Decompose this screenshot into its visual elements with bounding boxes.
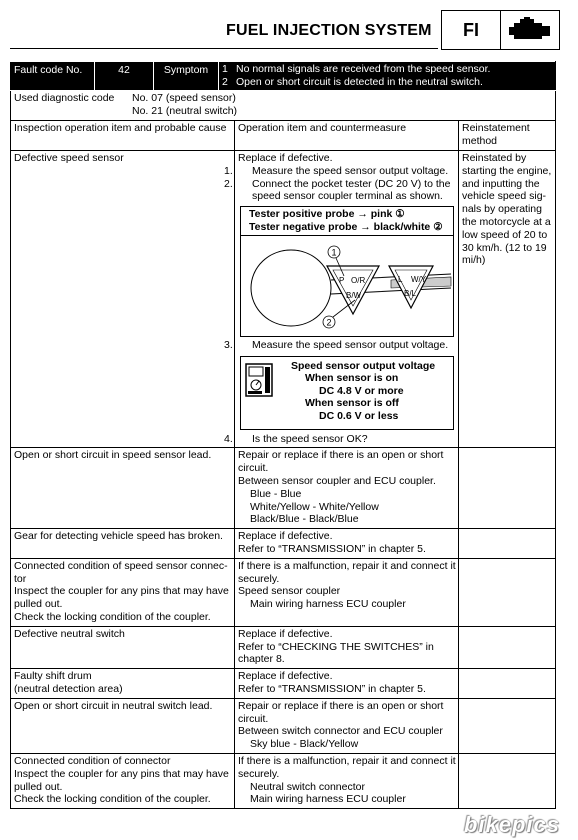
reinstate-cell [459, 669, 556, 699]
text-line: Between sensor coupler and ECU coupler. [238, 474, 436, 487]
cause-cell: Gear for detecting vehicle speed has broken. [11, 529, 235, 559]
countermeasure-cell [235, 558, 459, 626]
table-row [11, 698, 556, 753]
reinstate-cell [459, 698, 556, 753]
coupler-diagram [241, 235, 453, 336]
text-line: If there is a malfunction, repair it and connect it securely. [238, 754, 456, 780]
wire-pair: Blue - Blue [250, 487, 302, 500]
off-value: DC 0.6 V or less [319, 409, 399, 422]
text-line: Refer to “TRANSMISSION” in chapter 5. [238, 542, 426, 555]
text-line: Refer to “TRANSMISSION” in chapter 5. [238, 682, 426, 695]
countermeasure-cell [235, 669, 459, 699]
multimeter-icon [245, 363, 273, 401]
text-line: If there is a malfunction, repair it and connect it securely. [238, 559, 456, 585]
diag-code: No. 21 (neutral switch) [132, 104, 238, 117]
text-line: Speed sensor coupler [238, 585, 341, 598]
output-title: Speed sensor output voltage [291, 359, 436, 372]
on-label: When sensor is on [305, 372, 399, 385]
symptom-num: 2 [222, 75, 228, 88]
text-line: Repair or replace if there is an open or short circuit. [238, 449, 444, 475]
reinstate-cell: Reinstated by starting the engine, and inputting the vehicle speed sig-nals by operating the motorcycle at a low speed of 20 to 30 km/h. (12 to 19 mi/h) [459, 151, 556, 448]
step-text: Measure the speed sensor output voltage. [252, 164, 449, 177]
page-title: FUEL INJECTION SYSTEM [226, 22, 432, 39]
countermeasure-cell [224, 151, 459, 448]
output-voltage-box [240, 356, 454, 430]
countermeasure-cell [235, 698, 459, 753]
table-row [11, 151, 556, 448]
reinstate-cell [459, 529, 556, 559]
pin-label: O/R [351, 275, 366, 285]
pin-label: W/Y [411, 274, 427, 284]
step-num: 3. [224, 338, 233, 351]
text-line: Check the locking condition of the coupler. [14, 610, 211, 623]
cause-cell: Defective neutral switch [11, 626, 235, 668]
header-rule [10, 48, 438, 49]
countermeasure-cell [235, 529, 459, 559]
cause-cell: Open or short circuit in speed sensor lead. [11, 448, 235, 529]
table-row [11, 626, 556, 668]
col-header-cause: Inspection operation item and probable cause [11, 121, 235, 151]
text-line: Check the locking condition of the coupler. [14, 793, 211, 806]
pin-label: L [398, 274, 403, 284]
cause-cell: Open or short circuit in neutral switch lead. [11, 698, 235, 753]
text-line: Connected condition of speed sensor connec-tor [14, 559, 228, 585]
text-line: Sky blue - Black/Yellow [250, 738, 359, 751]
text-line: Main wiring harness ECU coupler [250, 598, 406, 611]
text-line: Neutral switch connector [250, 780, 365, 793]
text-line: Main wiring harness ECU coupler [250, 793, 406, 806]
text-line: Inspect the coupler for any pins that may have pulled out. [14, 585, 229, 611]
diag-code: No. 07 (speed sensor) [132, 92, 236, 104]
probe-box [240, 206, 454, 337]
table-row [11, 753, 556, 808]
table-row [11, 558, 556, 626]
text-line: Refer to “CHECKING THE SWITCHES” in chapter 8. [238, 640, 434, 666]
pin-label: B/L [404, 288, 417, 298]
col-header-reinstate: Reinstatement method [459, 121, 556, 151]
symptom-list [219, 62, 555, 90]
fault-code-label: Fault code No. [11, 62, 95, 90]
probe-positive: Tester positive probe → pink ① [249, 208, 405, 221]
reinstate-cell [459, 626, 556, 668]
diag-label: Used diagnostic code [14, 92, 115, 104]
col-header-countermeasure: Operation item and countermeasure [235, 121, 459, 151]
text-line: Inspect the coupler for any pins that may have pulled out. [14, 767, 229, 793]
table-row [11, 669, 556, 699]
symptom-text: Open or short circuit is detected in the neutral switch. [236, 75, 483, 88]
callout-2: 2 [326, 317, 332, 328]
cause-cell [11, 753, 235, 808]
text-line: Connected condition of connector [14, 754, 171, 767]
step-text: Connect the pocket tester (DC 20 V) to the speed sensor coupler terminal as shown. [252, 177, 451, 203]
table-row [11, 529, 556, 559]
wire-pair: White/Yellow - White/Yellow [250, 500, 379, 513]
text-line: Between switch connector and ECU coupler [238, 725, 443, 738]
off-label: When sensor is off [305, 397, 399, 410]
cause-cell [11, 669, 235, 699]
symptom-text: No normal signals are received from the speed sensor. [236, 63, 491, 75]
reinstate-cell [459, 558, 556, 626]
text-line: Replace if defective. [238, 670, 333, 683]
callout-1: 1 [331, 247, 337, 258]
text-line: Replace if defective. [238, 152, 333, 164]
text-line: Repair or replace if there is an open or short circuit. [238, 699, 444, 725]
pin-label: P [339, 275, 345, 285]
probe-negative: Tester negative probe → black/white ② [249, 220, 443, 233]
on-value: DC 4.8 V or more [319, 384, 404, 397]
cause-cell [11, 558, 235, 626]
engine-icon [508, 17, 552, 47]
text-line: Faulty shift drum [14, 670, 92, 683]
reinstate-cell [459, 448, 556, 529]
countermeasure-cell [235, 753, 459, 808]
cause-cell: Defective speed sensor [11, 151, 235, 448]
countermeasure-cell [235, 448, 459, 529]
table-row [11, 448, 556, 529]
fault-header-row [11, 62, 556, 91]
symptom-num: 1 [222, 63, 228, 75]
text-line: Replace if defective. [238, 627, 333, 640]
section-badge [441, 10, 560, 50]
step-text: Is the speed sensor OK? [252, 432, 368, 445]
diag-row [11, 91, 556, 121]
text-line: Replace if defective. [238, 530, 333, 543]
countermeasure-cell [235, 626, 459, 668]
fault-table [10, 61, 556, 809]
column-header-row [11, 121, 556, 151]
step-num: 1. [224, 164, 233, 177]
symptom-label: Symptom [154, 62, 219, 90]
fault-code-value: 42 [95, 62, 154, 90]
reinstate-cell [459, 753, 556, 808]
section-code: FI [442, 11, 501, 49]
step-text: Measure the speed sensor output voltage. [252, 338, 449, 351]
pin-label: B/W [346, 290, 362, 300]
step-num: 4. [224, 432, 233, 445]
step-num: 2. [224, 177, 233, 190]
text-line: (neutral detection area) [14, 682, 123, 695]
watermark: bikepics [463, 812, 560, 838]
wire-pair: Black/Blue - Black/Blue [250, 513, 359, 526]
